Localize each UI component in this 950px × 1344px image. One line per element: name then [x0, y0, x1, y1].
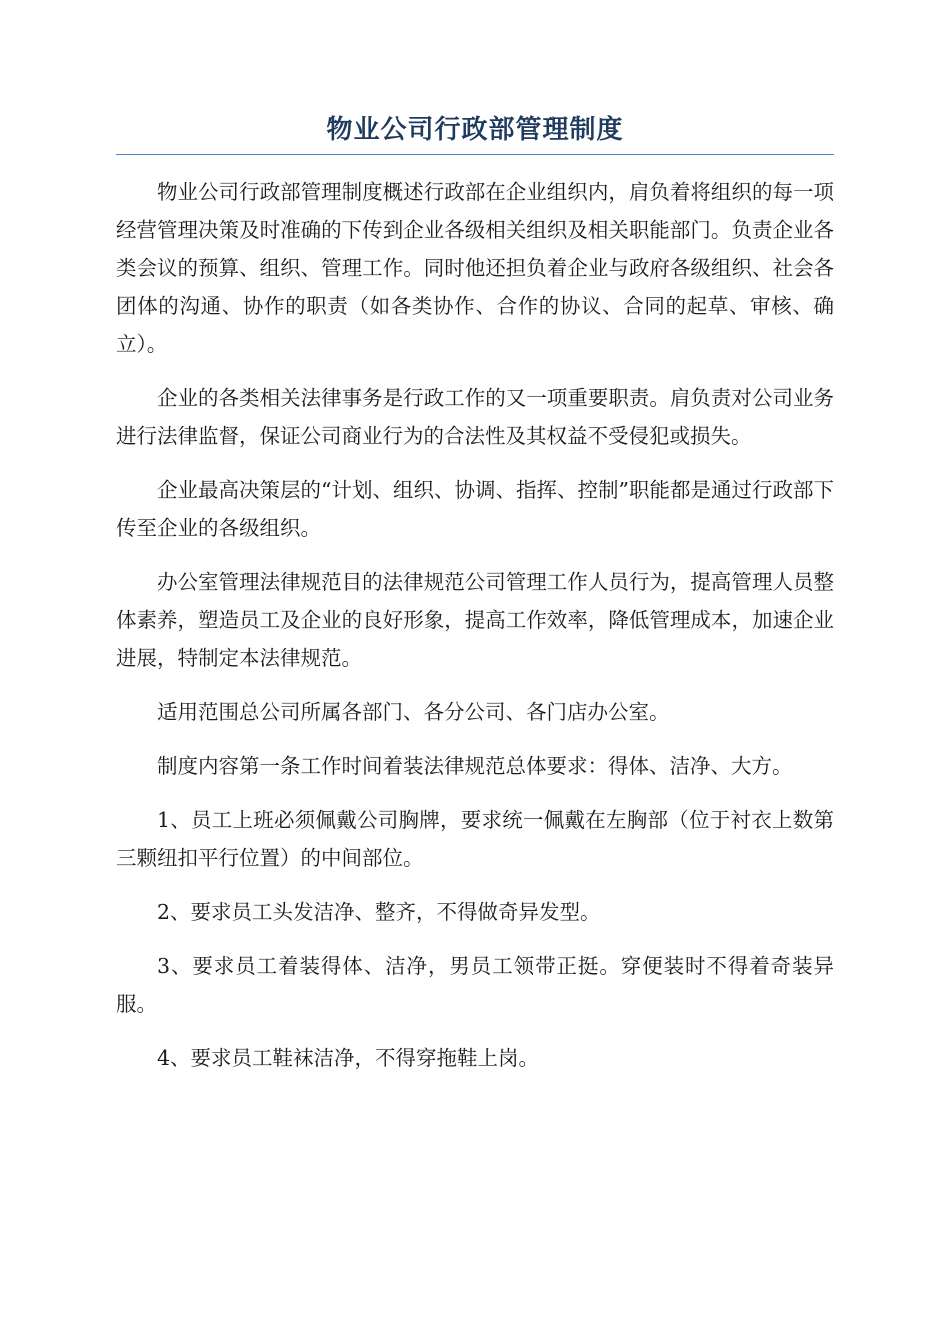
paragraph-content-article-1: 制度内容第一条工作时间着装法律规范总体要求：得体、洁净、大方。 [157, 754, 793, 778]
paragraph-purpose: 办公室管理法律规范目的法律规范公司管理工作人员行为，提高管理人员整体素养，塑造员工及企业的良好形象，提高工作效率，降低管理成本，加速企业进展，特制定本法律规范。 [116, 570, 834, 670]
paragraph-rule-4: 4、要求员工鞋袜洁净，不得穿拖鞋上岗。 [157, 1046, 540, 1070]
paragraph-overview: 物业公司行政部管理制度概述行政部在企业组织内，肩负着将组织的每一项经营管理决策及时准确的下传到企业各级相关组织及相关职能部门。负责企业各类会议的预算、组织、管理工作。同时他还担负着企业与政府各级组织、社会各团体的沟通、协作的职责（如各类协作、合作的协议、合同的起草、审核、确立）。 [116, 180, 834, 356]
document-page [116, 110, 834, 1093]
paragraph-rule-3: 3、要求员工着装得体、洁净，男员工领带正挺。穿便装时不得着奇装异服。 [116, 954, 834, 1016]
paragraph-scope: 适用范围总公司所属各部门、各分公司、各门店办公室。 [157, 700, 670, 724]
paragraph-decision-functions: 企业最高决策层的“计划、组织、协调、指挥、控制”职能都是通过行政部下传至企业的各级组织。 [116, 478, 834, 540]
paragraph-rule-2: 2、要求员工头发洁净、整齐，不得做奇异发型。 [157, 900, 601, 924]
paragraph-legal-affairs: 企业的各类相关法律事务是行政工作的又一项重要职责。肩负责对公司业务进行法律监督，保证公司商业行为的合法性及其权益不受侵犯或损失。 [116, 386, 834, 448]
paragraph-rule-1: 1、员工上班必须佩戴公司胸牌，要求统一佩戴在左胸部（位于衬衣上数第三颗纽扣平行位置）的中间部位。 [116, 808, 834, 870]
document-body [116, 173, 834, 1077]
document-title: 物业公司行政部管理制度 [116, 110, 834, 155]
